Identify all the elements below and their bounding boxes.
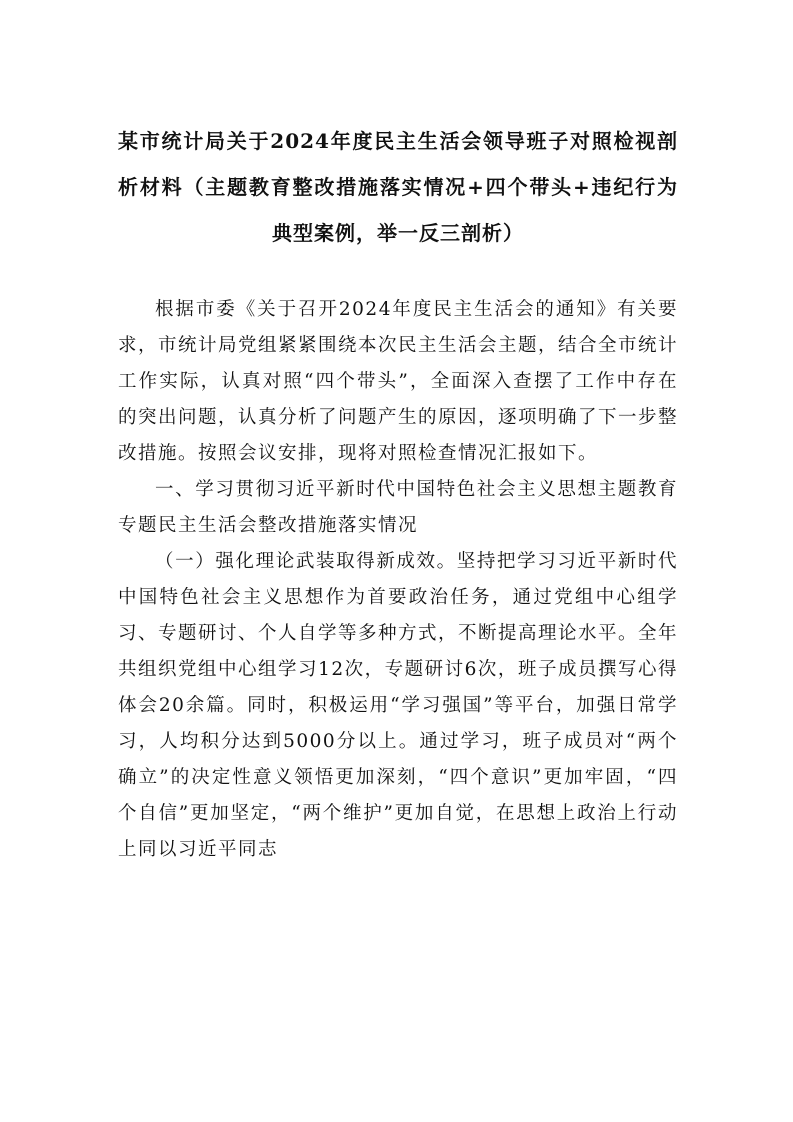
paragraph-intro: 根据市委《关于召开2024年度民主生活会的通知》有关要求，市统计局党组紧紧围绕本次民主生活会主题，结合全市统计工作实际，认真对照“四个带头”，全面深入查摆了工作中存在的突出问题，认真分析了问题产生的原因，逐项明确了下一步整改措施。按照会议安排，现将对照检查情况汇报如下。 xyxy=(118,299,679,464)
section-heading-1: 一、学习贯彻习近平新时代中国特色社会主义思想主题教育专题民主生活会整改措施落实情况 xyxy=(118,479,678,536)
paragraph-subsection-1: （一）强化理论武装取得新成效。坚持把学习习近平新时代中国特色社会主义思想作为首要政治任务，通过党组中心组学习、专题研讨、个人自学等多种方式，不断提高理论水平。全年共组织党组中心组学习12次，专题研讨6次，班子成员撰写心得体会20余篇。同时，积极运用“学习强国”等平台，加强日常学习，人均积分达到5000分以上。通过学习，班子成员对“两个确立”的决定性意义领悟更加深刻，“四个意识”更加牢固，“四个自信”更加坚定，“两个维护”更加自觉，在思想上政治上行动上同以习近平同志 xyxy=(118,551,679,860)
document-title: 某市统计局关于2024年度民主生活会领导班子对照检视剖析材料（主题教育整改措施落实情况+四个带头+违纪行为典型案例，举一反三剖析） xyxy=(118,129,678,245)
document-body xyxy=(118,292,678,868)
